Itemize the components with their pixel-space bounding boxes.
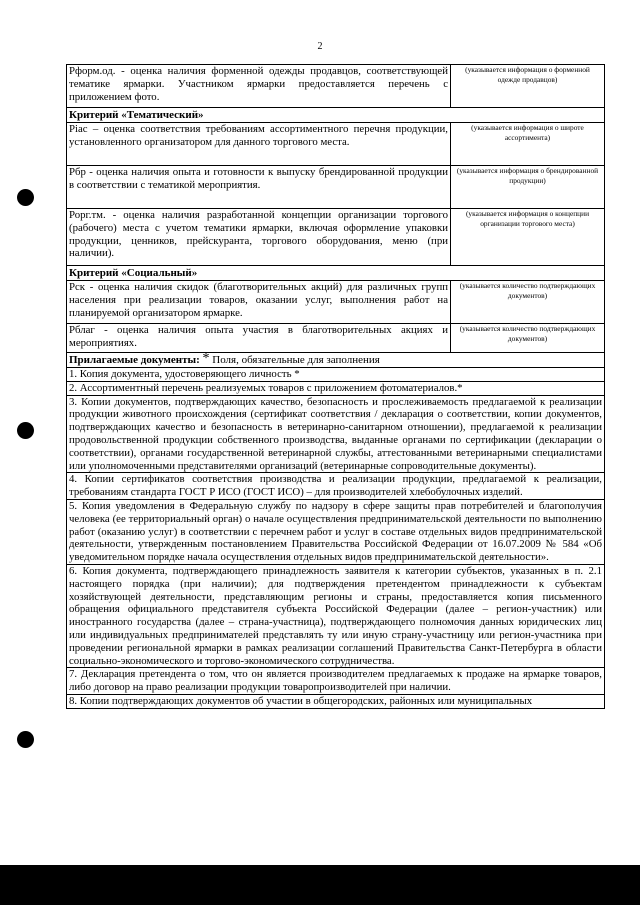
criterion-text: Рформ.од. - оценка наличия форменной одежды продавцов, соответствующей тематике ярмарки. Участником ярмарки предоставляется перечень с приложением фото.	[67, 65, 451, 108]
criterion-note: (указывается количество подтверждающих документов)	[451, 281, 605, 324]
document-item: 6. Копия документа, подтверждающего принадлежность заявителя к категории субъектов, указанных в п. 2.1 настоящего порядка (при наличии); для подтверждения претендентом принадлежности к субъектам хозяйствующей деятельности, представляющим регионы и страны, предоставляется копия письменного обращения официального представителя субъекта Российской Федерации (далее – регион-участник) или иностранного государства (далее – страна-участница), подтверждающего полномочия данных юридических лиц или индивидуальных предпринимателей представлять ту или иную страну-участницу или регион-участника при проведении региональной ярмарки в рамках реализации соглашений Правительства Санкт-Петербурга в области социально-экономического и торгово-экономического сотрудничества.	[67, 564, 605, 667]
document-item: 1. Копия документа, удостоверяющего личность *	[67, 368, 605, 382]
document-item: 3. Копии документов, подтверждающих качество, безопасность и прослеживаемость предлагаемой к реализации продукции животного происхождения (сертификат соответствия / декларация о соответствии, копии документов, подтверждающих качество и безопасность в ветеринарно-санитарном отношении), предлагаемой к реализации продовольственной продукции собственного производства, выданные органами по сертификации (декларации о соответствии), органами государственной ветеринарной службы, аттестованными ветеринарными специалистами или уполномоченными представителями организаций (ветеринарные сопроводительные документы).	[67, 395, 605, 473]
criterion-text: Рск - оценка наличия скидок (благотворительных акций) для различных групп населения при реализации товаров, оказании услуг, выполнения работ на планируемой организатором ярмарке.	[67, 281, 451, 324]
criterion-text: Рбр - оценка наличия опыта и готовности к выпуску брендированной продукции в соответствии с тематикой мероприятия.	[67, 166, 451, 209]
attached-documents-header-row	[67, 353, 605, 368]
attached-documents-header	[67, 353, 605, 368]
criterion-row	[67, 324, 605, 353]
document-row	[67, 499, 605, 564]
application-form-table	[66, 64, 605, 709]
document-row	[67, 368, 605, 382]
document-row	[67, 694, 605, 708]
criterion-text: Рблаг - оценка наличия опыта участия в благотворительных акциях и мероприятиях.	[67, 324, 451, 353]
criterion-row	[67, 65, 605, 108]
section-header-row	[67, 108, 605, 123]
punch-hole-mark	[17, 189, 34, 206]
criterion-row	[67, 281, 605, 324]
document-item: 4. Копии сертификатов соответствия производства и реализации продукции, предлагаемой к реализации, требованиям стандарта ГОСТ Р ИСО (ГОСТ ИСО) – для производителей хлебобулочных изделий.	[67, 473, 605, 500]
section-thematic-title: Критерий «Тематический»	[67, 108, 605, 123]
section-header-row	[67, 266, 605, 281]
criterion-row	[67, 209, 605, 266]
attached-documents-title: Прилагаемые документы:	[69, 354, 200, 366]
criterion-note: (указывается информация о форменной одежде продавцов)	[451, 65, 605, 108]
punch-hole-mark	[17, 731, 34, 748]
scan-bottom-border	[0, 865, 640, 905]
criterion-row	[67, 166, 605, 209]
criterion-row	[67, 123, 605, 166]
document-item: 8. Копии подтверждающих документов об участии в общегородских, районных или муниципальных	[67, 694, 605, 708]
document-row	[67, 564, 605, 667]
section-social-title: Критерий «Социальный»	[67, 266, 605, 281]
document-row	[67, 668, 605, 695]
document-row	[67, 395, 605, 473]
document-row	[67, 473, 605, 500]
document-item: 2. Ассортиментный перечень реализуемых товаров с приложением фотоматериалов.*	[67, 381, 605, 395]
criterion-note: (указывается информация о брендированной продукции)	[451, 166, 605, 209]
document-item: 7. Декларация претендента о том, что он является производителем предлагаемых к продаже на ярмарке товаров, либо договор на право реализации продукции товаропроизводителей при наличии.	[67, 668, 605, 695]
criterion-text: Pіас – оценка соответствия требованиям ассортиментного перечня продукции, установленного организатором для данного торгового места.	[67, 123, 451, 166]
punch-hole-mark	[17, 422, 34, 439]
page-number: 2	[317, 41, 323, 52]
mandatory-star: *	[202, 351, 210, 366]
criterion-note: (указывается количество подтверждающих документов)	[451, 324, 605, 353]
mandatory-fields-note: Поля, обязательные для заполнения	[212, 354, 380, 366]
document-row	[67, 381, 605, 395]
document-item: 5. Копия уведомления в Федеральную службу по надзору в сфере защиты прав потребителей и благополучия человека (ее территориальный орган) о начале осуществления предпринимательской деятельности по выполнению работ (оказанию услуг) в соответствии с перечнем работ и услуг в составе отдельных видов предпринимательской деятельности, утвержденным постановлением Правительства Российской Федерации от 16.07.2009 № 584 «Об уведомительном порядке начала осуществления отдельных видов предпринимательской деятельности».	[67, 499, 605, 564]
criterion-note: (указывается информация о широте ассортимента)	[451, 123, 605, 166]
criterion-note: (указывается информация о концепции организации торгового места)	[451, 209, 605, 266]
criterion-text: Рорг.тм. - оценка наличия разработанной концепции организации торгового (рабочего) места с учетом тематики ярмарки, включая оформление упаковки продукции, ценников, прейскуранта, торгового оборудования, меню (при наличии).	[67, 209, 451, 266]
